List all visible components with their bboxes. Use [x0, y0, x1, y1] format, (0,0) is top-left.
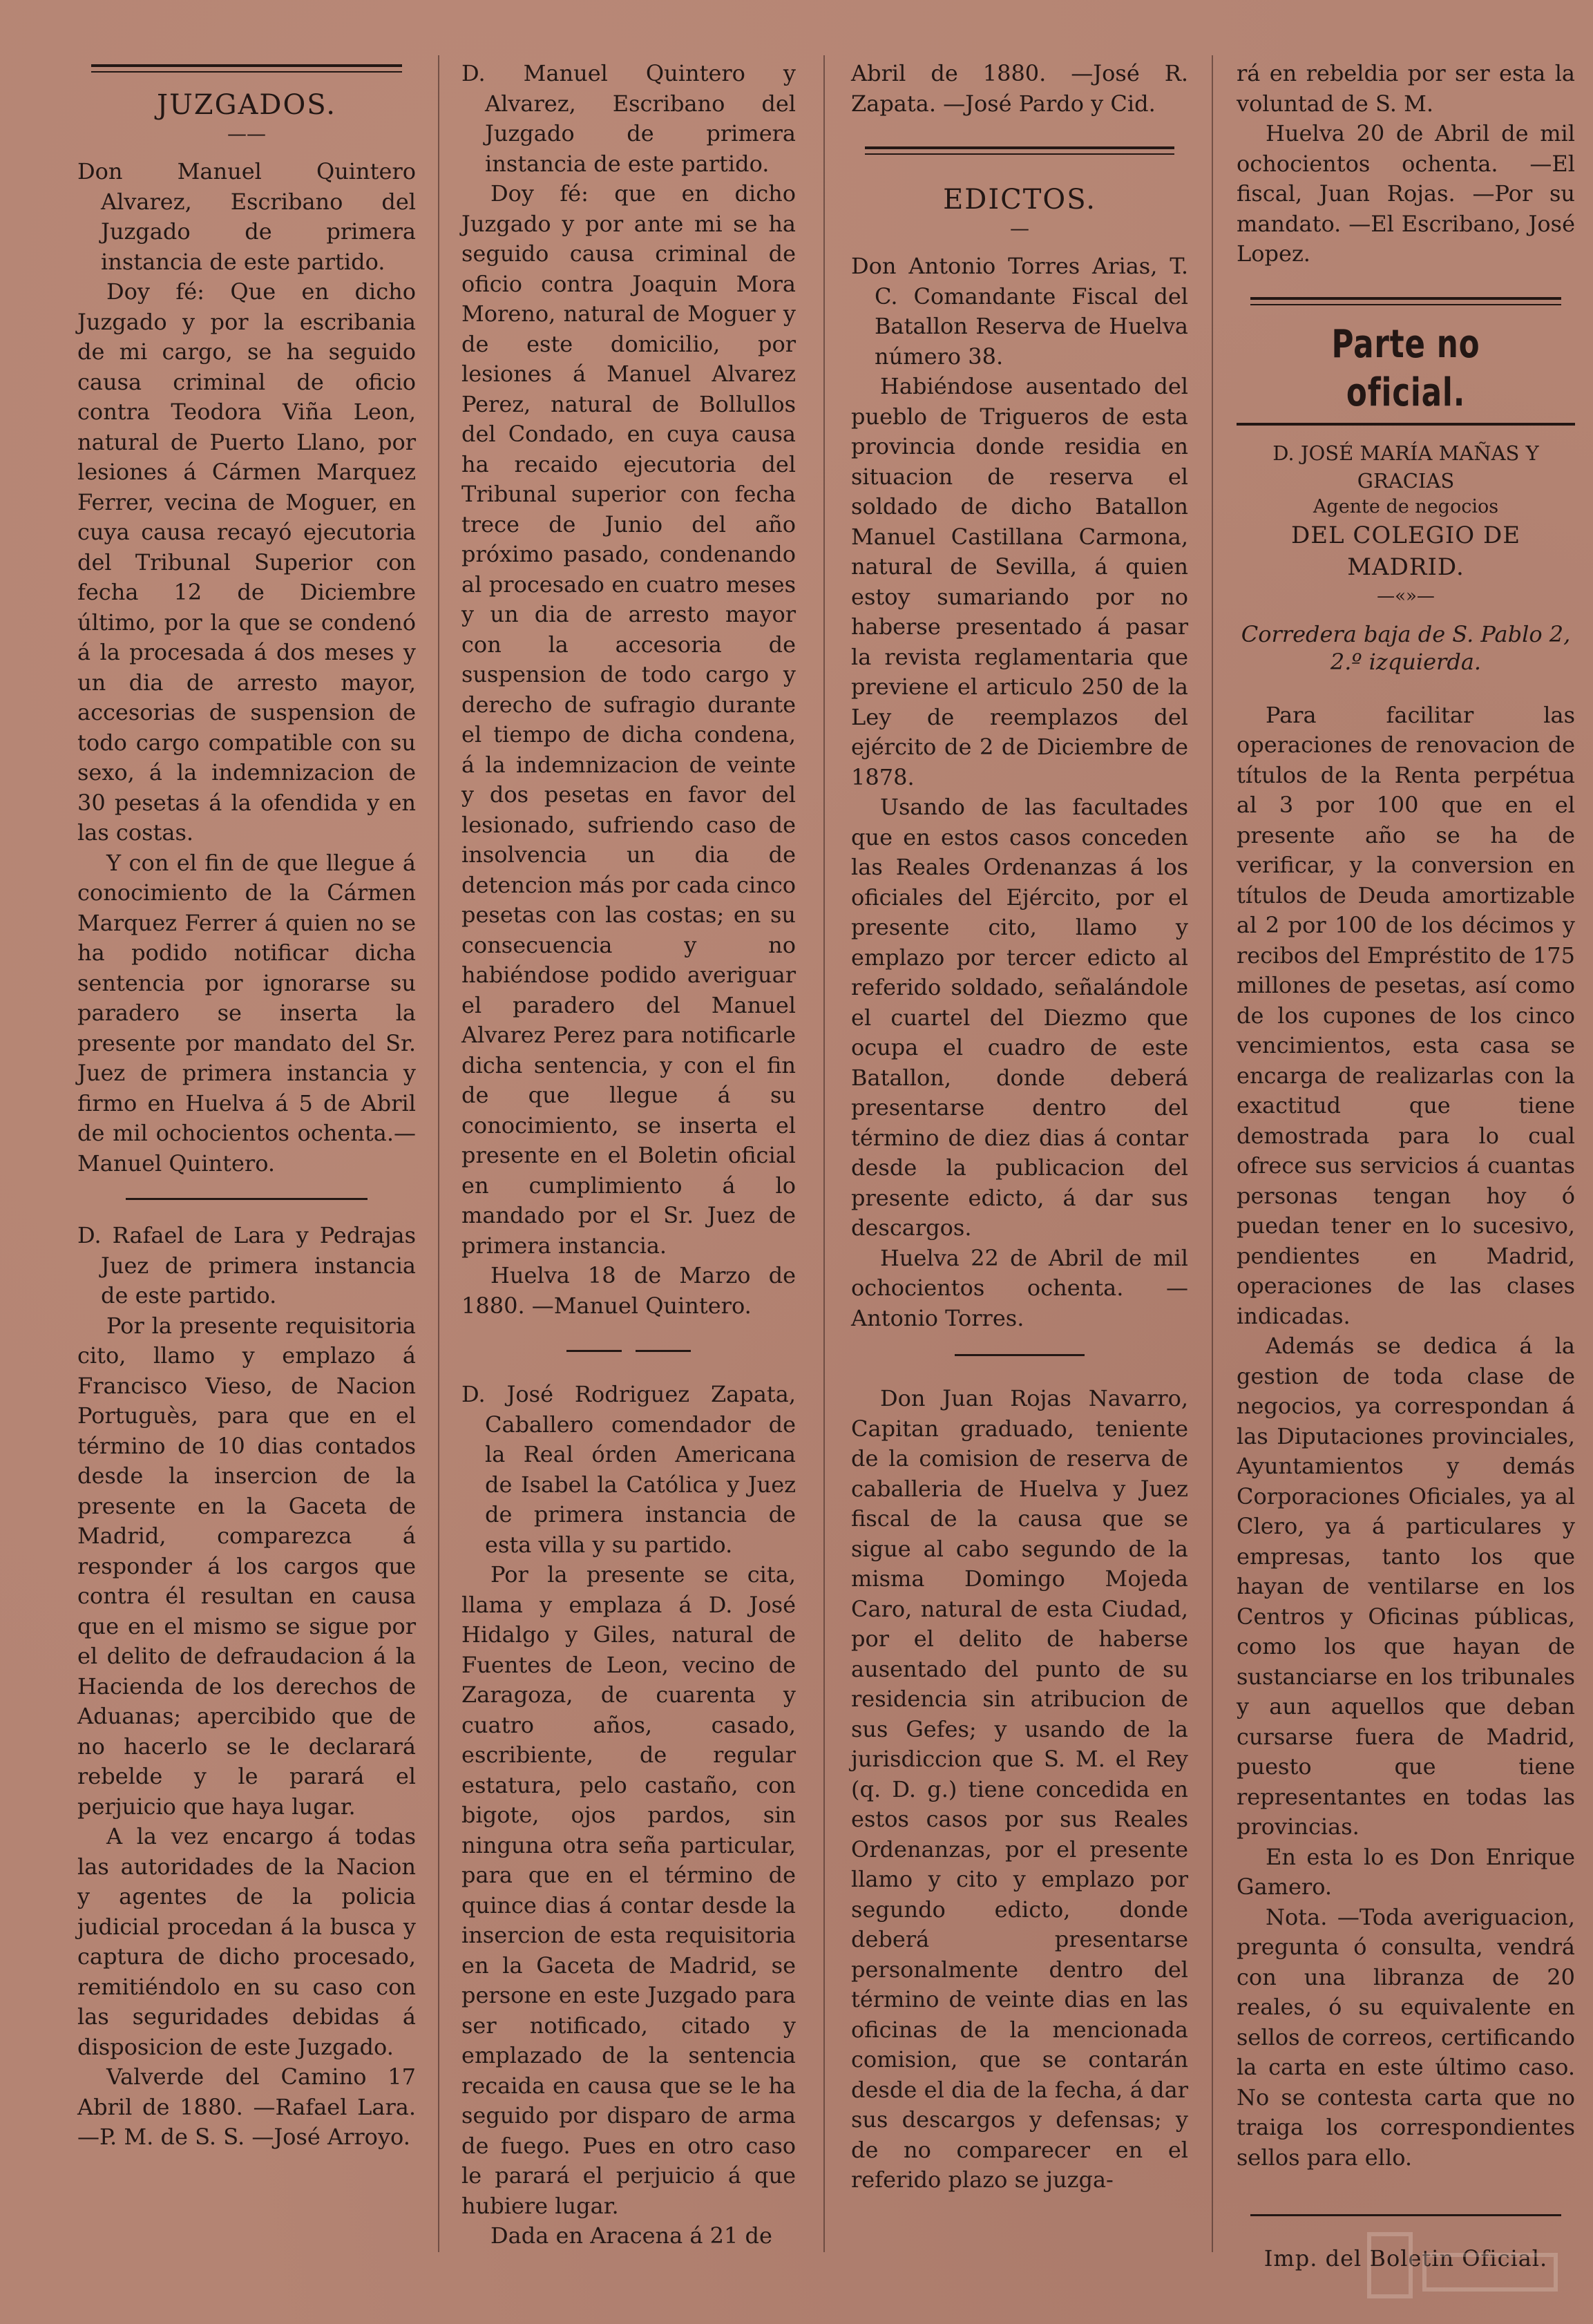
notice-paragraph: Y con el fin de que llegue á conocimiento de la Cármen Marquez Ferrer á quien no se ha podido notificar dicha sentencia por ignorarse su paradero se inserta la presente por mandato del Sr. Juez de primera instancia y firmo en Huelva á 5 de Abril de mil ochocientos ochenta.—Manuel Quintero. — [77, 849, 416, 1177]
column-divider — [438, 55, 439, 2252]
ad-paragraph: Para facilitar las operaciones de renovacion de títulos de la Renta perpétua al 3 por 100 que en el presente año se ha de verificar, y la conversion en títulos de Deuda amortizable al 2 por 100 de los décimos y recibos del Empréstito de 175 millones de pesetas, así como de los cupones de los cinco vencimientos, esta casa se encarga de realizarlas con la exactitud que tiene demostrada para lo cual ofrece sus servicios á cuantas personas tengan hoy ó puedan tener en lo sucesivo, pendientes en Madrid, operaciones de las clases indicadas. — [1237, 701, 1575, 1329]
notice-signature: Huelva 18 de Marzo de 1880. —Manuel Quintero. — [461, 1262, 796, 1319]
notice-paragraph: A la vez encargo á todas las autoridades de la Nacion y agentes de la policia judicial procedan á la busca y captura de dicho procesado, remitiéndolo en su caso con las seguridades debidas á disposicion de este Juzgado. — [77, 1823, 416, 2060]
column-divider — [1212, 55, 1213, 2252]
section-header-edictos: EDICTOS. — [943, 184, 1096, 216]
notice-signature: Huelva 22 de Abril de mil ochocientos ochenta. —Antonio Torres. — [851, 1244, 1188, 1331]
top-rule-thin — [91, 71, 402, 73]
continued-text: rá en rebeldia por ser esta la voluntad de S. M. — [1237, 60, 1575, 117]
notice-paragraph: Habiéndose ausentado del pueblo de Trigueros de esta provincia donde residia en situacion de reserva el soldado de dicho Batallon Manuel Castillana Carmona, natural de Sevilla, á quien estoy sumariando por no haberse presentado á pasar la revista reglamentaria que previene el articulo 250 de la Ley de reemplazos del ejército de 2 de Diciembre de 1878. — [851, 373, 1188, 790]
library-seal-icon — [1362, 2220, 1563, 2317]
notice-paragraph: Doy fé: que en dicho Juzgado y por ante mi se ha seguido causa criminal de oficio contra Joaquin Mora Moreno, natural de Moguer y de este domicilio, por lesiones á Manuel Alvarez Perez, natural de Bollullos del Condado, en cuya causa ha recaido ejecutoria del Tribunal superior con fecha trece de Junio del año próximo pasado, condenando al procesado en cuatro meses y un dia de arresto mayor con la accesoria de suspension de todo cargo y derecho de sufragio durante el tiempo de dicha condena, á la indemnizacion de veinte y dos pesetas en favor del lesionado, sufriendo caso de insolvencia un dia de detencion más por cada cinco pesetas con las costas; en su consecuencia y no habiéndose podido averiguar el paradero del Manuel Alvarez Perez para notificarle dicha sentencia, y con el fin de que llegue á su conocimiento, se inserta el presente en el Boletin oficial en cumplimiento á lo mandado por el Sr. Juez de primera instancia. — [461, 180, 796, 1259]
section-rule — [865, 146, 1174, 149]
notice-paragraph: Dada en Aracena á 21 de — [490, 2222, 772, 2249]
agent-address: Corredera baja de S. Pablo 2, 2.º izquierda. — [1241, 620, 1571, 675]
agent-college: DEL COLEGIO DE MADRID. — [1290, 521, 1521, 581]
column-3 — [851, 59, 1188, 2196]
notice-lead: D. Manuel Quintero y Alvarez, Escribano del Juzgado de primera instancia de este partido. — [461, 60, 796, 177]
notice-lead: D. Rafael de Lara y Pedrajas Juez de primera instancia de este partido. — [77, 1222, 416, 1308]
header-dash: — — [1010, 217, 1029, 240]
ornament: —«»— — [1377, 585, 1435, 607]
notice-signature: Huelva 20 de Abril de mil ochocientos ochenta. —El fiscal, Juan Rojas. —Por su mandato. —El Escribano, José Lopez. — [1237, 120, 1575, 267]
printer-imprint: Imp. del Boletin Oficial. — [1263, 2245, 1548, 2271]
column-2 — [461, 59, 796, 2251]
agent-role: Agente de negocios — [1313, 495, 1499, 517]
separator-rule — [126, 1198, 368, 1200]
notice-signature: Valverde del Camino 17 Abril de 1880. —Rafael Lara. —P. M. de S. S. —José Arroyo. — [77, 2064, 416, 2150]
section-header-juzgados: JUZGADOS. — [157, 89, 336, 121]
separator-rule — [461, 1342, 796, 1352]
column-4 — [1237, 59, 1575, 2274]
notice-paragraph: Usando de las facultades que en estos casos conceden las Reales Ordenanzas á los oficiales del Ejército, por el presente cito, llamo y emplazo por tercer edicto al referido soldado, señalándole el cuartel del Diezmo que ocupa el cuadro de este Batallon, donde deberá presentarse dentro del término de diez dias á contar desde la publicacion del presente edicto, á dar sus descargos. — [851, 794, 1188, 1241]
column-divider — [823, 55, 825, 2252]
notice-lead: D. José Rodriguez Zapata, Caballero comendador de la Real órden Americana de Isabel la Católica y Juez de primera instancia de esta villa y su partido. — [461, 1381, 796, 1558]
section-rule-thin — [1250, 304, 1561, 305]
notice-lead: Don Manuel Quintero Alvarez, Escribano del Juzgado de primera instancia de este partido. — [77, 158, 416, 275]
agent-name: D. JOSÉ MARÍA MAÑAS Y GRACIAS — [1272, 441, 1539, 493]
section-rule — [1237, 423, 1575, 426]
ad-paragraph: En esta lo es Don Enrique Gamero. — [1237, 1843, 1575, 1900]
section-rule-thin — [865, 153, 1174, 155]
notice-paragraph: Don Juan Rojas Navarro, Capitan graduado, teniente de la comision de reserva de caballeria de Huelva y Juez fiscal de la causa que se sigue al cabo segundo de la misma Domingo Mojeda Caro, natural de esta Ciudad, por el delito de haberse ausentado del punto de su residencia sin atribucion de sus Gefes; y usando de la jurisdiccion que S. M. el Rey (q. D. g.) tiene concedida en estos casos por sus Reales Ordenanzas, por el presente llamo y cito y emplazo por segundo edicto, donde deberá presentarse personalmente dentro del término de veinte dias en las oficinas de la mencionada comision, que se contarán desde el dia de la fecha, á dar sus descargos y defensas; y de no comparecer en el referido plazo se juzga- — [851, 1385, 1188, 2193]
section-rule — [1250, 297, 1561, 300]
section-header-parte-no-oficial: Parte no oficial. — [1331, 321, 1480, 415]
header-dash: —— — [227, 122, 266, 145]
separator-rule — [1250, 2214, 1561, 2216]
separator-rule — [955, 1354, 1085, 1356]
notice-lead: Don Antonio Torres Arias, T. C. Comandante Fiscal del Batallon Reserva de Huelva número 38. — [851, 253, 1188, 370]
column-1 — [77, 59, 416, 2153]
ad-paragraph: Nota. —Toda averiguacion, pregunta ó consulta, vendrá con una libranza de 20 reales, ó su equivalente en sellos de correos, certificando la carta en este último caso. No se contesta carta que no traiga los correspondientes sellos para ello. — [1237, 1903, 1575, 2171]
top-rule — [91, 64, 402, 67]
ad-paragraph: Además se dedica á la gestion de toda clase de negocios, ya correspondan á las Diputaciones provinciales, Ayuntamientos y demás Corporaciones Oficiales, ya al Clero, ya á particulares y empresas, tanto los que hayan de ventilarse en los Centros y Oficinas públicas, como los que hayan de sustanciarse en los tribunales y aun aquellos que deban cursarse fuera de Madrid, puesto que tiene representantes en todas las provincias. — [1237, 1333, 1575, 1840]
notice-paragraph: Por la presente requisitoria cito, llamo y emplazo á Francisco Vieso, de Nacion Portuguès, para que en el término de 10 dias contados desde la insercion de la presente en la Gaceta de Madrid, comparezca á responder á los cargos que contra él resultan en causa que en el mismo se sigue por el delito de defraudacion á la Hacienda de los derechos de Aduanas; apercibido que de no hacerlo se le declarará rebelde y le parará el perjuicio que haya lugar. — [77, 1312, 416, 1820]
notice-paragraph: Doy fé: Que en dicho Juzgado y por la escribania de mi cargo, se ha seguido causa criminal de oficio contra Teodora Viña Leon, natural de Puerto Llano, por lesiones á Cármen Marquez Ferrer, vecina de Moguer, en cuya causa recayó ejecutoria del Tribunal Superior con fecha 12 de Diciembre último, por la que se condenó á la procesada á dos meses y un dia de arresto mayor, accesorias de suspension de todo cargo compatible con su sexo, á la indemnizacion de 30 pesetas á la ofendida y en las costas. — [77, 278, 416, 846]
continued-text: Abril de 1880. —José R. Zapata. —José Pardo y Cid. — [851, 60, 1188, 117]
notice-paragraph: Por la presente se cita, llama y emplaza á D. José Hidalgo y Giles, natural de Fuentes de Leon, vecino de Zaragoza, de cuarenta y cuatro años, casado, escribiente, de regular estatura, pelo castaño, con bigote, ojos pardos, sin ninguna otra seña particular, para que en el término de quince dias á contar desde la insercion de esta requisitoria en la Gaceta de Madrid, se persone en este Juzgado para ser notificado, citado y emplazado de la sentencia recaida en causa que se le ha seguido por disparo de arma de fuego. Pues en otro caso le parará el perjuicio á que hubiere lugar. — [461, 1561, 796, 2219]
